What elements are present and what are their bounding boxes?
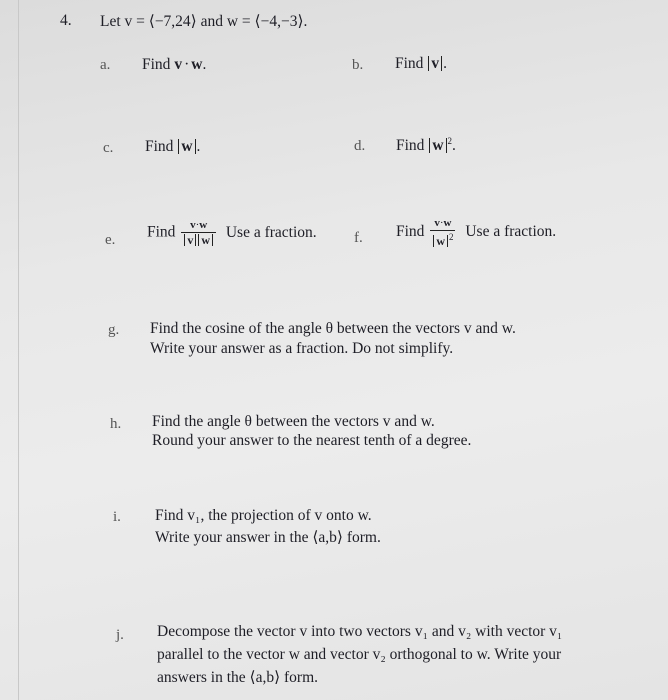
part-j-line1: Decompose the vector v into two vectors v₁ and v₂ with vector v₁ bbox=[157, 623, 563, 640]
part-a-text bbox=[142, 56, 206, 74]
part-i-line2: Write your answer in the ⟨a,b⟩ form. bbox=[155, 529, 381, 546]
part-i-label: i. bbox=[113, 509, 121, 525]
part-h-label: h. bbox=[110, 416, 122, 432]
vec-v: v bbox=[190, 219, 196, 231]
norm-v bbox=[428, 56, 442, 71]
part-f-text bbox=[396, 217, 556, 248]
fraction-vw-over-normv-normw bbox=[181, 219, 216, 247]
vec-w: w bbox=[199, 219, 208, 231]
part-e-find: Find bbox=[147, 223, 176, 241]
part-j-label: j. bbox=[116, 627, 124, 643]
vec-w: w bbox=[432, 137, 444, 155]
part-h-line2: Round your answer to the nearest tenth of a degree. bbox=[152, 432, 472, 449]
dot-symbol: · bbox=[439, 217, 444, 229]
norm-w bbox=[433, 235, 448, 247]
dot-symbol: · bbox=[195, 219, 200, 231]
norm-v bbox=[184, 234, 196, 246]
fraction-vw-over-normw-squared bbox=[430, 217, 455, 248]
part-c-text bbox=[145, 138, 200, 156]
norm-w bbox=[178, 139, 195, 154]
part-a-find: Find bbox=[142, 56, 171, 73]
part-i-line1: Find v₁, the projection of v onto w. bbox=[155, 507, 372, 524]
vec-w: w bbox=[436, 233, 445, 248]
vec-w: w bbox=[191, 56, 203, 73]
part-d-text bbox=[396, 136, 456, 155]
exponent-2: 2 bbox=[448, 232, 454, 242]
part-f-find: Find bbox=[396, 222, 425, 240]
vec-v: v bbox=[431, 55, 440, 72]
exponent-2: 2 bbox=[447, 136, 453, 146]
part-e-note: Use a fraction. bbox=[225, 223, 317, 241]
part-d-label: d. bbox=[354, 138, 366, 154]
part-b-period: . bbox=[443, 55, 447, 72]
problem-stem: Let v = ⟨−7,24⟩ and w = ⟨−4,−3⟩. bbox=[100, 13, 308, 30]
part-d-find: Find bbox=[396, 137, 425, 155]
part-e-text bbox=[147, 219, 317, 247]
part-h-line1: Find the angle θ between the vectors v and w. bbox=[152, 413, 435, 430]
part-g-line2: Write your answer as a fraction. Do not simplify. bbox=[150, 340, 454, 357]
vec-w: w bbox=[181, 138, 193, 155]
part-b-text bbox=[395, 55, 447, 73]
part-j-line2: parallel to the vector w and vector v₂ orthogonal to w. Write your bbox=[157, 646, 562, 663]
part-c-label: c. bbox=[103, 140, 114, 156]
part-g-label: g. bbox=[108, 322, 120, 338]
vec-w: w bbox=[443, 217, 452, 229]
part-f-note: Use a fraction. bbox=[465, 222, 557, 240]
dot-symbol: · bbox=[184, 56, 190, 73]
vec-w: w bbox=[201, 233, 210, 247]
part-b-find: Find bbox=[395, 55, 424, 72]
vec-v: v bbox=[434, 217, 440, 229]
part-f-label: f. bbox=[354, 230, 363, 246]
problem-number: 4. bbox=[60, 12, 72, 29]
norm-w bbox=[198, 234, 213, 246]
part-a-label: a. bbox=[100, 57, 111, 73]
part-c-find: Find bbox=[145, 138, 174, 155]
part-g-line1: Find the cosine of the angle θ between the vectors v and w. bbox=[150, 320, 516, 337]
part-c-period: . bbox=[196, 138, 201, 155]
part-b-label: b. bbox=[352, 57, 364, 73]
part-d-period: . bbox=[452, 137, 456, 155]
part-e-label: e. bbox=[105, 232, 116, 248]
vec-v: v bbox=[187, 233, 194, 247]
vec-v: v bbox=[174, 56, 183, 73]
part-j-line3: answers in the ⟨a,b⟩ form. bbox=[157, 669, 319, 686]
part-a-period: . bbox=[202, 56, 207, 73]
norm-w bbox=[429, 138, 446, 153]
